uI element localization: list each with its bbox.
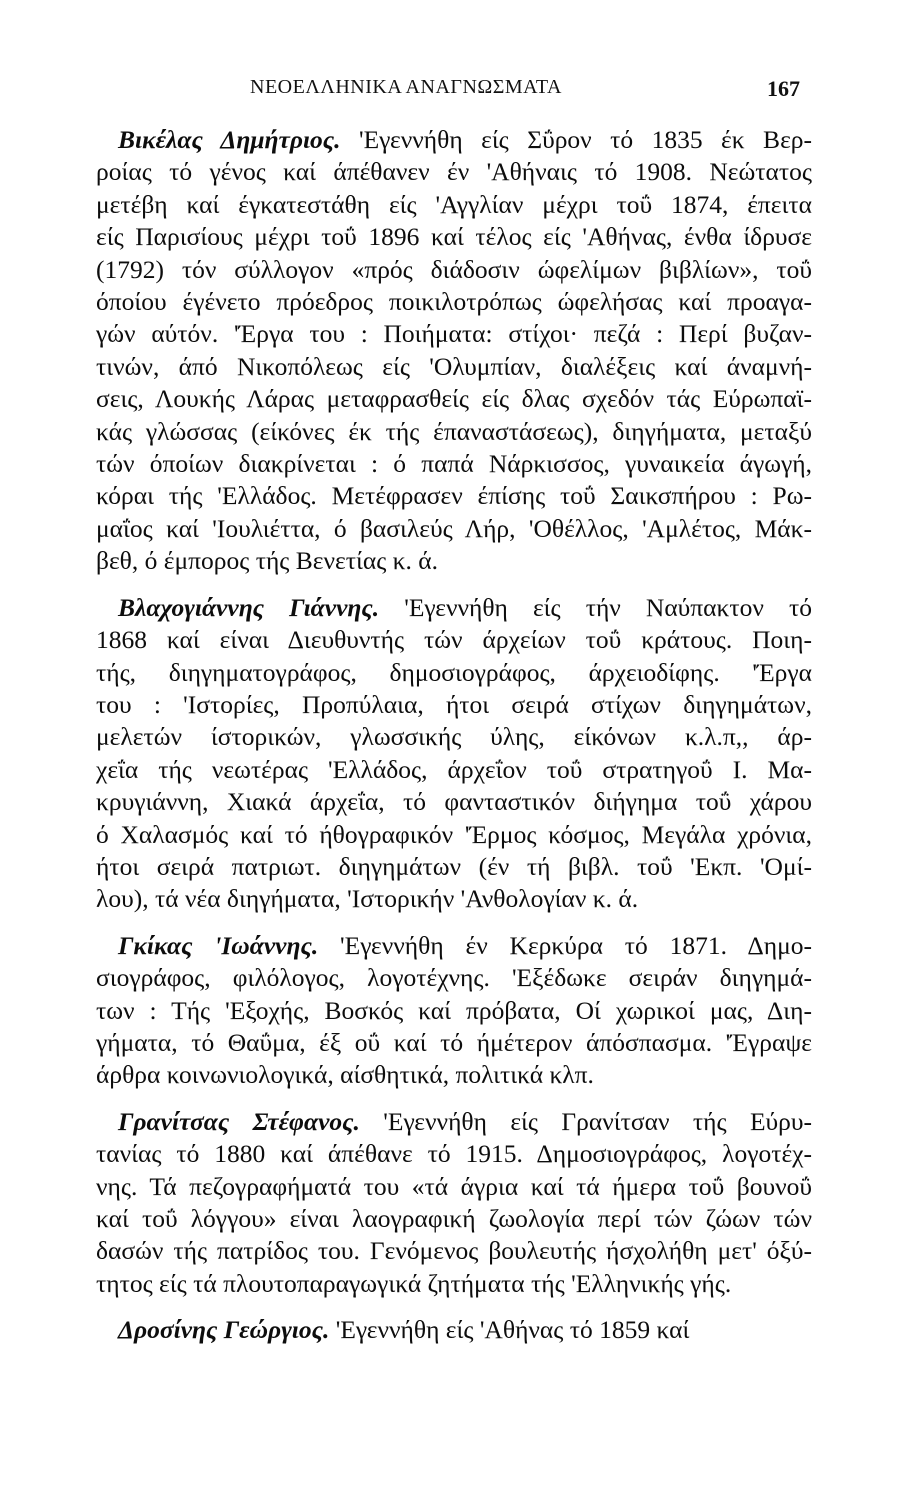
text-line	[96, 1138, 812, 1170]
line-text: χεΐα τής νεωτέρας 'Ελλάδος, άρχεΐον τοΰ στρατηγοΰ Ι. Μα-	[96, 754, 812, 784]
line-text: 'Εγεννήθη είς τήν Ναύπακτον τό	[379, 592, 812, 622]
line-text: γήματα, τό Θαΰμα, έξ οΰ καί τό ήμέτερον άπόσπασμα. 'Έγραψε	[96, 1027, 812, 1057]
line-text: ροίας τό γένος καί άπέθανεν έν 'Αθήναις τό 1908. Νεώτατος	[96, 157, 812, 187]
text-line	[96, 124, 812, 156]
text-line	[96, 883, 812, 915]
line-text: άρθρα κοινωνιολογικά, αίσθητικά, πολιτικά κλπ.	[96, 1060, 594, 1090]
line-text: σιογράφος, φιλόλογος, λογοτέχνης. 'Εξέδωκε σειράν διηγημά-	[96, 963, 812, 993]
text-line	[96, 383, 812, 415]
line-text: τής, διηγηματογράφος, δημοσιογράφος, άρχειοδίφης. 'Έργα	[96, 657, 812, 687]
text-line	[96, 1314, 812, 1346]
biography-entry	[96, 592, 812, 916]
biography-entry	[96, 930, 812, 1092]
line-text: 'Εγεννήθη είς 'Αθήνας τό 1859 καί	[329, 1315, 690, 1345]
line-text: μαΐος καί 'Ιουλιέττα, ό βασιλεύς Λήρ, 'Οθέλλος, 'Αμλέτος, Μάκ-	[96, 513, 812, 543]
author-name: Βλαχογιάννης Γιάννης.	[118, 592, 380, 622]
page-header	[100, 76, 800, 106]
author-name: Γρανίτσας Στέφανος.	[118, 1106, 360, 1136]
text-line	[96, 624, 812, 656]
author-name: Γκίκας 'Ιωάννης.	[118, 930, 319, 960]
text-line	[96, 786, 812, 818]
line-text: 'Εγεννήθη είς Γρανίτσαν τής Εύρυ-	[359, 1106, 812, 1136]
text-line	[96, 1027, 812, 1059]
line-text: κρυγιάννη, Χιακά άρχεΐα, τό φανταστικόν διήγημα τοΰ χάρου	[96, 787, 812, 817]
line-text: (1792) τόν σύλλογον «πρός διάδοσιν ώφελίμων βιβλίων», τοΰ	[96, 254, 812, 284]
biography-entry	[96, 1314, 812, 1346]
text-line	[96, 1268, 812, 1300]
page-number: 167	[767, 76, 800, 101]
line-text: νης. Τά πεζογραφήματά του «τά άγρια καί τά ήμερα τοΰ βουνοΰ	[96, 1171, 812, 1201]
line-text: κόραι τής 'Ελλάδος. Μετέφρασεν έπίσης τοΰ Σαικσπήρου : Ρω-	[96, 481, 812, 511]
line-text: όποίου έγένετο πρόεδρος ποικιλοτρόπως ώφελήσας καί προαγα-	[96, 287, 812, 317]
text-line	[96, 819, 812, 851]
author-name: Δροσίνης Γεώργιος.	[118, 1315, 330, 1345]
line-text: γών αύτόν. 'Έργα του : Ποιήματα: στίχοι· πεζά : Περί βυζαν-	[96, 319, 812, 349]
line-text: ό Χαλασμός καί τό ήθογραφικόν 'Έρμος κόσμος, Μεγάλα χρόνια,	[96, 819, 812, 849]
running-title: ΝΕΟΕΛΛΗΝΙΚΑ ΑΝΑΓΝΩΣΜΑΤΑ	[250, 76, 562, 98]
text-line	[96, 689, 812, 721]
line-text: λου), τά νέα διηγήματα, 'Ιστορικήν 'Ανθολογίαν κ. ά.	[96, 884, 639, 914]
line-text: τών όποίων διακρίνεται : ό παπά Νάρκισσος, γυναικεία άγωγή,	[96, 449, 812, 479]
line-text: 1868 καί είναι Διευθυντής τών άρχείων τοΰ κράτους. Ποιη-	[96, 625, 812, 655]
line-text: καί τοΰ λόγγου» είναι λαογραφική ζωολογία περί τών ζώων τών	[96, 1204, 812, 1233]
text-line	[96, 513, 812, 545]
text-line	[96, 1171, 812, 1203]
line-text: δασών τής πατρίδος του. Γενόμενος βουλευτής ήσχολήθη μετ' όξύ-	[96, 1236, 812, 1266]
text-line	[96, 221, 812, 253]
text-line	[96, 545, 812, 577]
line-text: σεις, Λουκής Λάρας μεταφρασθείς είς δλας σχεδόν τάς Εύρωπαϊ-	[96, 384, 812, 414]
text-line	[96, 1059, 812, 1091]
line-text: του : 'Ιστορίες, Προπύλαια, ήτοι σειρά στίχων διηγημάτων,	[96, 689, 812, 719]
text-line	[96, 754, 812, 786]
text-line	[96, 962, 812, 994]
text-line	[96, 416, 812, 448]
author-name: Βικέλας Δημήτριος.	[118, 125, 341, 154]
line-text: ήτοι σειρά πατριωτ. διηγημάτων (έν τή βιβλ. τοΰ 'Εκπ. 'Ομί-	[96, 851, 812, 881]
biography-entry	[96, 1106, 812, 1300]
line-text: είς Παρισίους μέχρι τοΰ 1896 καί τέλος είς 'Αθήνας, ένθα ίδρυσε	[96, 222, 812, 252]
line-text: μελετών ίστορικών, γλωσσικής ύλης, είκόνων κ.λ.π,, άρ-	[96, 722, 812, 752]
line-text: κάς γλώσσας (είκόνες έκ τής έπαναστάσεως), διηγήματα, μεταξύ	[96, 416, 812, 446]
text-line	[96, 592, 812, 624]
text-line	[96, 286, 812, 318]
text-line	[96, 1203, 812, 1235]
line-text: 'Εγεννήθη έν Κερκύρα τό 1871. Δημο-	[318, 930, 812, 960]
line-text: μετέβη καί έγκατεστάθη είς 'Αγγλίαν μέχρι τοΰ 1874, έπειτα	[96, 189, 812, 219]
text-line	[96, 930, 812, 962]
body-text	[96, 124, 812, 1361]
line-text: 'Εγεννήθη είς Σΰρον τό 1835 έκ Βερ-	[340, 125, 812, 154]
text-line	[96, 1235, 812, 1267]
line-text: τανίας τό 1880 καί άπέθανε τό 1915. Δημοσιογράφος, λογοτέχ-	[96, 1139, 812, 1169]
line-text: τινών, άπό Νικοπόλεως είς 'Ολυμπίαν, διαλέξεις καί άναμνή-	[96, 351, 812, 381]
text-line	[96, 995, 812, 1027]
text-line	[96, 657, 812, 689]
line-text: βεθ, ό έμπορος τής Βενετίας κ. ά.	[96, 546, 439, 576]
text-line	[96, 156, 812, 188]
text-line	[96, 851, 812, 883]
text-line	[96, 1106, 812, 1138]
text-line	[96, 721, 812, 753]
text-line	[96, 351, 812, 383]
biography-entry	[96, 124, 812, 578]
text-line	[96, 189, 812, 221]
text-line	[96, 480, 812, 512]
line-text: των : Τής 'Εξοχής, Βοσκός καί πρόβατα, Οί χωρικοί μας, Διη-	[96, 995, 812, 1025]
text-line	[96, 254, 812, 286]
text-line	[96, 448, 812, 480]
line-text: τητος είς τά πλουτοπαραγωγικά ζητήματα τής 'Ελληνικής γής.	[96, 1268, 732, 1298]
text-line	[96, 318, 812, 350]
